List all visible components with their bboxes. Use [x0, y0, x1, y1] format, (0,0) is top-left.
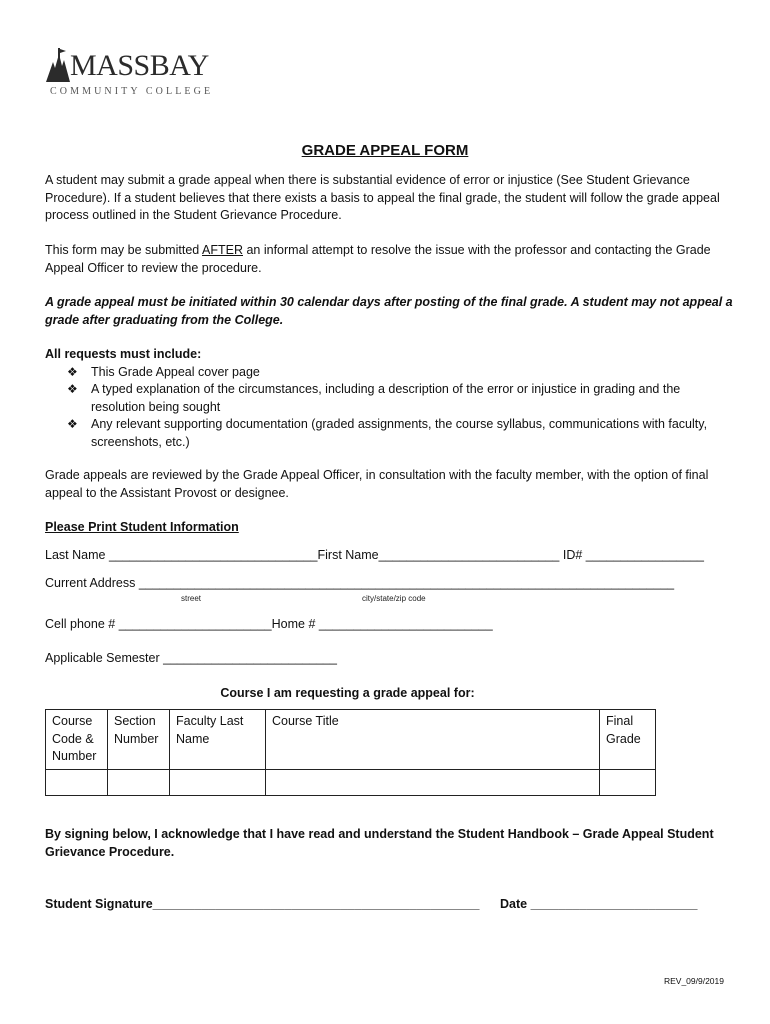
college-logo [44, 48, 214, 100]
revision-label: REV_09/9/2019 [663, 976, 724, 986]
home-phone-label: Home # [271, 617, 316, 631]
submission-paragraph [45, 242, 735, 277]
col-course-code: Course Code & Number [46, 710, 108, 770]
course-title-cell[interactable] [266, 769, 600, 795]
course-code-cell[interactable] [46, 769, 108, 795]
course-table [45, 709, 656, 796]
semester-label: Applicable Semester [45, 651, 160, 665]
col-section-number: Section Number [108, 710, 170, 770]
diamond-bullet-icon: ❖ [67, 364, 78, 379]
submission-text-before: This form may be submitted [45, 243, 203, 257]
course-heading: Course I am requesting a grade appeal for: [220, 686, 475, 700]
requirements-list [45, 364, 735, 452]
list-item: ❖ A typed explanation of the circumstances, including a description of the error or injustice in grading and the resolution being sought [67, 382, 681, 414]
id-field[interactable]: _________________ [585, 548, 704, 562]
deadline-notice: A grade appeal must be initiated within 30 calendar days after posting of the final grade. A student may not appeal a grade after graduating from the College. [45, 295, 733, 327]
signature-field[interactable]: _______________________________________________ [152, 897, 480, 911]
first-name-field[interactable]: __________________________ [378, 548, 560, 562]
acknowledgement-text: By signing below, I acknowledge that I have read and understand the Student Handbook – Grade Appeal Student Grievance Procedure. [45, 827, 714, 859]
col-course-title: Course Title [266, 710, 600, 770]
city-caption: city/state/zip code [362, 594, 426, 603]
semester-row [45, 651, 337, 665]
form-title: GRADE APPEAL FORM [301, 142, 469, 159]
address-label: Current Address [45, 576, 136, 590]
street-caption: street [181, 594, 202, 603]
id-label: ID# [562, 548, 583, 562]
diamond-bullet-icon: ❖ [67, 382, 78, 396]
table-header-row [46, 710, 656, 770]
cell-phone-field[interactable]: ______________________ [118, 617, 272, 631]
massbay-logo-icon [44, 48, 72, 84]
col-faculty-last-name: Faculty Last Name [170, 710, 266, 770]
first-name-label: First Name [317, 548, 379, 562]
date-label: Date [500, 897, 528, 911]
intro-paragraph: A student may submit a grade appeal when there is substantial evidence of error or injustice (See Student Grievance Procedure). If a student believes that there exists a basis to appeal the final grade, the student will follow the grade appeal process outlined in the Student Grievance Procedure. [45, 173, 720, 222]
list-item: ❖ Any relevant supporting documentation (graded assignments, the course syllabus, communications with faculty, screenshots, etc.) [67, 417, 708, 449]
submission-text-after: an informal attempt to resolve the issue with the professor and contacting the Grade Appeal Officer to review the procedure. [45, 243, 711, 275]
col-final-grade: Final Grade [600, 710, 656, 770]
last-name-field[interactable]: ______________________________ [108, 548, 318, 562]
logo-subtitle: COMMUNITY COLLEGE [50, 86, 214, 97]
submission-emphasis: AFTER [202, 243, 243, 257]
signature-label: Student Signature [45, 897, 153, 911]
name-row [45, 548, 704, 562]
logo-wordmark: MASSBAY [70, 49, 209, 82]
diamond-bullet-icon: ❖ [67, 417, 78, 431]
signature-row [45, 897, 479, 911]
address-row [45, 576, 674, 590]
section-number-cell[interactable] [108, 769, 170, 795]
home-phone-field[interactable]: _________________________ [318, 617, 493, 631]
list-item: ❖ This Grade Appeal cover page [45, 364, 735, 382]
requirements-heading: All requests must include: [45, 347, 202, 361]
cell-phone-label: Cell phone # [45, 617, 116, 631]
faculty-last-name-cell[interactable] [170, 769, 266, 795]
date-field[interactable]: ________________________ [530, 897, 698, 911]
last-name-label: Last Name [45, 548, 106, 562]
semester-field[interactable]: _________________________ [163, 651, 337, 665]
student-info-heading: Please Print Student Information [45, 520, 239, 534]
address-field[interactable]: _____________________________________________________________________________ [138, 576, 675, 590]
phone-row [45, 617, 493, 631]
table-row [46, 769, 656, 795]
final-grade-cell[interactable] [600, 769, 656, 795]
date-row [500, 897, 697, 911]
review-paragraph: Grade appeals are reviewed by the Grade Appeal Officer, in consultation with the faculty member, with the option of final appeal to the Assistant Provost or designee. [45, 468, 709, 500]
requirements-section [45, 346, 735, 451]
